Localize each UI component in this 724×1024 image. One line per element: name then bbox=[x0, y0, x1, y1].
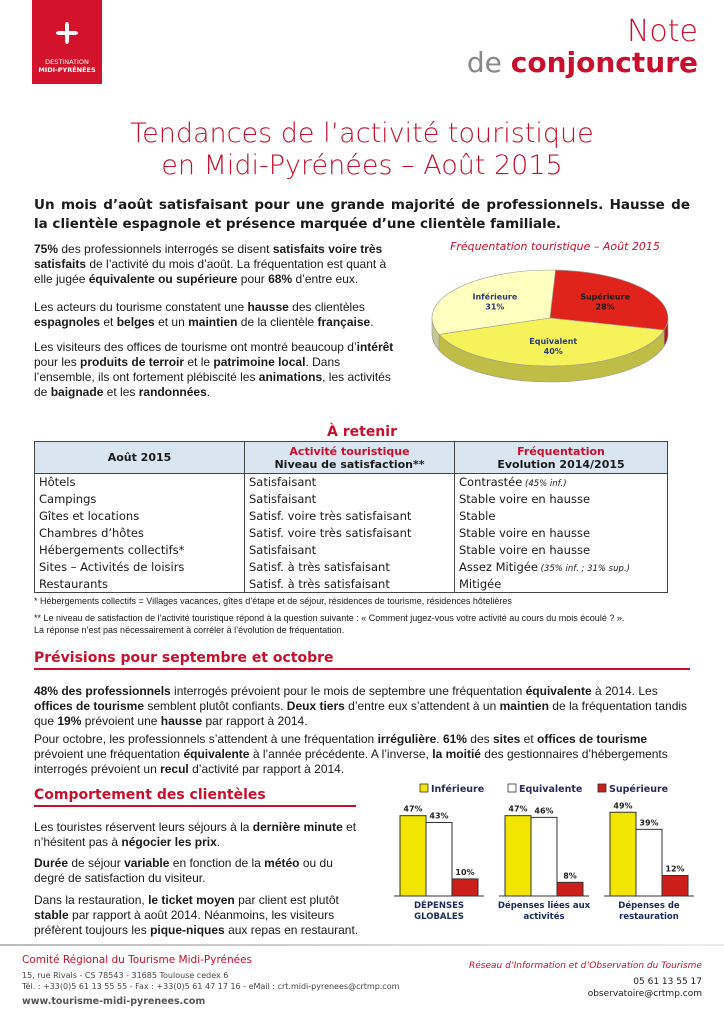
intro-paragraph-2: Les acteurs du tourisme constatent une hausse des clientèles espagnoles et belges et un maintien de la clientèle française. bbox=[34, 300, 374, 329]
category-label: Dépenses de bbox=[618, 901, 680, 911]
bar-value-label: 47% bbox=[403, 804, 423, 814]
row-satisfaction: Satisfaisant bbox=[245, 542, 455, 559]
row-frequentation: Assez Mitigée (35% inf. ; 31% sup.) bbox=[455, 559, 668, 576]
row-category: Hébergements collectifs* bbox=[35, 542, 245, 559]
table-row bbox=[35, 525, 668, 542]
bar-value-label: 49% bbox=[613, 801, 633, 811]
pie-slice-label: Equivalent bbox=[529, 336, 578, 346]
spending-bar-chart bbox=[380, 778, 700, 938]
row-frequentation-note: (35% inf. ; 31% sup.) bbox=[537, 564, 630, 574]
section-divider bbox=[34, 805, 356, 807]
table-row bbox=[35, 542, 668, 559]
title-line2: en Midi-Pyrénées – Août 2015 bbox=[161, 150, 563, 181]
pie-slice-label: Supérieure bbox=[580, 292, 631, 302]
header-conjoncture bbox=[467, 46, 698, 79]
category-label: restauration bbox=[619, 912, 679, 922]
row-frequentation: Stable bbox=[455, 508, 668, 525]
header-activity-bottom: Niveau de satisfaction** bbox=[274, 457, 425, 471]
category-label: Dépenses liées aux bbox=[497, 901, 591, 911]
comportement-paragraph-2: Durée de séjour variable en fonction de la météo ou du degré de satisfaction du visiteur. bbox=[34, 856, 333, 885]
row-frequentation: Mitigée bbox=[455, 576, 668, 593]
row-frequentation: Stable voire en hausse bbox=[455, 542, 668, 559]
bar bbox=[531, 817, 557, 896]
footnote-1: * Hébergements collectifs = Villages vacances, gîtes d’étape et de séjour, résidences de tourisme, résidences hôtelières bbox=[34, 596, 512, 606]
intro-paragraph-1: 75% des professionnels interrogés se disent satisfaits voire très satisfaits de l’activité du mois d’août. La fréquentation est quant à elle jugée équivalente ou supérieure pour 68% d’entre eux. bbox=[34, 242, 387, 286]
page-title bbox=[0, 118, 724, 182]
legend-swatch bbox=[598, 784, 606, 792]
bar-value-label: 12% bbox=[665, 864, 685, 874]
row-category: Sites – Activités de loisirs bbox=[35, 559, 245, 576]
row-satisfaction: Satisf. à très satisfaisant bbox=[245, 576, 455, 593]
bar bbox=[610, 812, 636, 896]
footer-network: Réseau d’Information et d’Observation du Tourisme bbox=[468, 961, 702, 971]
summary-table bbox=[34, 441, 668, 593]
legend-label: Inférieure bbox=[431, 784, 485, 795]
header-cell-activity bbox=[245, 442, 455, 474]
row-category: Chambres d’hôtes bbox=[35, 525, 245, 542]
pie-chart bbox=[418, 260, 688, 400]
row-frequentation: Stable voire en hausse bbox=[455, 491, 668, 508]
legend-swatch bbox=[420, 784, 428, 792]
row-frequentation: Stable voire en hausse bbox=[455, 525, 668, 542]
footer-website-link[interactable]: www.tourisme-midi-pyrenees.com bbox=[22, 996, 206, 1007]
title-line1: Tendances de l’activité touristique bbox=[130, 118, 594, 149]
bar bbox=[636, 829, 662, 896]
footer-divider bbox=[0, 944, 724, 946]
table-row bbox=[35, 474, 668, 491]
bar bbox=[662, 875, 688, 896]
table-row bbox=[35, 559, 668, 576]
header-conjoncture-word: conjoncture bbox=[510, 46, 698, 79]
bar bbox=[557, 882, 583, 896]
section-divider bbox=[34, 668, 690, 670]
footer-address bbox=[22, 970, 399, 992]
row-satisfaction: Satisf. voire très satisfaisant bbox=[245, 508, 455, 525]
intro-paragraph-3: Les visiteurs des offices de tourisme ont montré beaucoup d’intérêt pour les produits de terroir et le patrimoine local. Dans l’ensemble, ils ont fortement plébiscité les animations, les activités de baignade et les randonnées. bbox=[34, 340, 394, 399]
lead-paragraph: Un mois d’août satisfaisant pour une grande majorité de professionnels. Hausse de la clientèle espagnole et présence marquée d’une clientèle familiale. bbox=[34, 197, 690, 232]
bar bbox=[400, 816, 426, 896]
legend-label: Equivalente bbox=[519, 784, 583, 795]
occitan-cross-icon bbox=[56, 22, 78, 44]
legend-label: Supérieure bbox=[609, 784, 669, 795]
bar-value-label: 10% bbox=[455, 867, 475, 877]
row-satisfaction: Satisf. voire très satisfaisant bbox=[245, 525, 455, 542]
destination-logo bbox=[32, 0, 102, 84]
pie-slice-value: 40% bbox=[543, 346, 563, 356]
bar-value-label: 43% bbox=[429, 811, 449, 821]
table-row bbox=[35, 491, 668, 508]
header-frequentation-top: Fréquentation bbox=[517, 444, 605, 458]
table-row bbox=[35, 508, 668, 525]
bar bbox=[452, 879, 478, 896]
category-label: DÉPENSES bbox=[413, 901, 465, 911]
footer-email-link[interactable]: observatoire@crtmp.com bbox=[587, 989, 702, 999]
row-category: Hôtels bbox=[35, 474, 245, 491]
footnote-2-line1: ** Le niveau de satisfaction de l’activité touristique répond à la question suivante : « Comment jugez-vous votre activité au cours du mois écoulé ? ». bbox=[34, 613, 625, 623]
row-satisfaction: Satisf. à très satisfaisant bbox=[245, 559, 455, 576]
bar bbox=[505, 816, 531, 896]
retenir-heading: À retenir bbox=[327, 424, 397, 440]
row-frequentation: Contrastée (45% inf.) bbox=[455, 474, 668, 491]
header-frequentation-bottom: Evolution 2014/2015 bbox=[497, 457, 625, 471]
bar-value-label: 47% bbox=[508, 804, 528, 814]
category-label: activités bbox=[523, 912, 565, 922]
previsions-paragraph-2: Pour octobre, les professionnels s’attendent à une fréquentation irrégulière. 61% des sites et offices de tourisme prévoient une fréquentation équivalente à l’année précédente. A l’inverse, la moitié des gestionnaires d’hébergements interrogés prévoient un recul d’activité par rapport à 2014. bbox=[34, 732, 668, 776]
row-category: Gîtes et locations bbox=[35, 508, 245, 525]
bar-value-label: 46% bbox=[534, 806, 554, 816]
header-cell-period: Août 2015 bbox=[35, 442, 245, 474]
previsions-heading: Prévisions pour septembre et octobre bbox=[34, 650, 334, 666]
header-activity-top: Activité touristique bbox=[289, 444, 410, 458]
pie-chart-title: Fréquentation touristique – Août 2015 bbox=[450, 240, 660, 253]
row-frequentation-note: (45% inf.) bbox=[522, 479, 567, 490]
header-de: de bbox=[466, 46, 502, 79]
footer-phone: 05 61 13 55 17 bbox=[633, 977, 702, 987]
row-category: Campings bbox=[35, 491, 245, 508]
comportement-heading: Comportement des clientèles bbox=[34, 787, 266, 803]
pie-slice-label: Inférieure bbox=[472, 292, 518, 302]
row-satisfaction: Satisfaisant bbox=[245, 491, 455, 508]
legend-swatch bbox=[508, 784, 516, 792]
header-cell-frequentation bbox=[455, 442, 668, 474]
table-header-row bbox=[35, 442, 668, 474]
row-satisfaction: Satisfaisant bbox=[245, 474, 455, 491]
footnote-2-line2: La réponse n’est pas nécessairement à corréler à l’évolution de fréquentation. bbox=[34, 625, 345, 635]
bar bbox=[426, 823, 452, 896]
comportement-paragraph-3: Dans la restauration, le ticket moyen par client est plutôt stable par rapport à août 2014. Néanmoins, les visiteurs préfèrent toujours les pique-niques aux repas en restaurant. bbox=[34, 893, 359, 937]
logo-line2: MIDI-PYRÉNÉES bbox=[38, 66, 96, 74]
table-row bbox=[35, 576, 668, 593]
pie-slice-value: 31% bbox=[485, 302, 505, 312]
footer-organisation: Comité Régional du Tourisme Midi-Pyrénées bbox=[22, 954, 253, 966]
bar-value-label: 39% bbox=[639, 818, 659, 828]
previsions-paragraph-1: 48% des professionnels interrogés prévoient pour le mois de septembre une fréquentation équivalente à 2014. Les offices de tourisme semblent plutôt confiants. Deux tiers d’entre eux s’attendent à un maintien de la fréquentation tandis que 19% prévoient une hausse par rapport à 2014. bbox=[34, 684, 688, 728]
footer-address-line1: 15, rue Rivals - CS 78543 - 31685 Toulouse cedex 6 bbox=[22, 971, 229, 980]
pie-slice-value: 28% bbox=[595, 302, 615, 312]
row-category: Restaurants bbox=[35, 576, 245, 593]
logo-line1: DESTINATION bbox=[45, 58, 89, 66]
comportement-paragraph-1: Les touristes réservent leurs séjours à la dernière minute et n’hésitent pas à négocier les prix. bbox=[34, 820, 357, 849]
bar-value-label: 8% bbox=[563, 871, 577, 881]
category-label: GLOBALES bbox=[414, 912, 464, 922]
footnote-2 bbox=[34, 612, 694, 636]
header-note: Note bbox=[626, 14, 698, 49]
footer-address-line2: Tél. : +33(0)5 61 13 55 55 - Fax : +33(0)5 61 47 17 16 - eMail : crt.midi-pyrenees@crtmp.com bbox=[22, 982, 400, 991]
